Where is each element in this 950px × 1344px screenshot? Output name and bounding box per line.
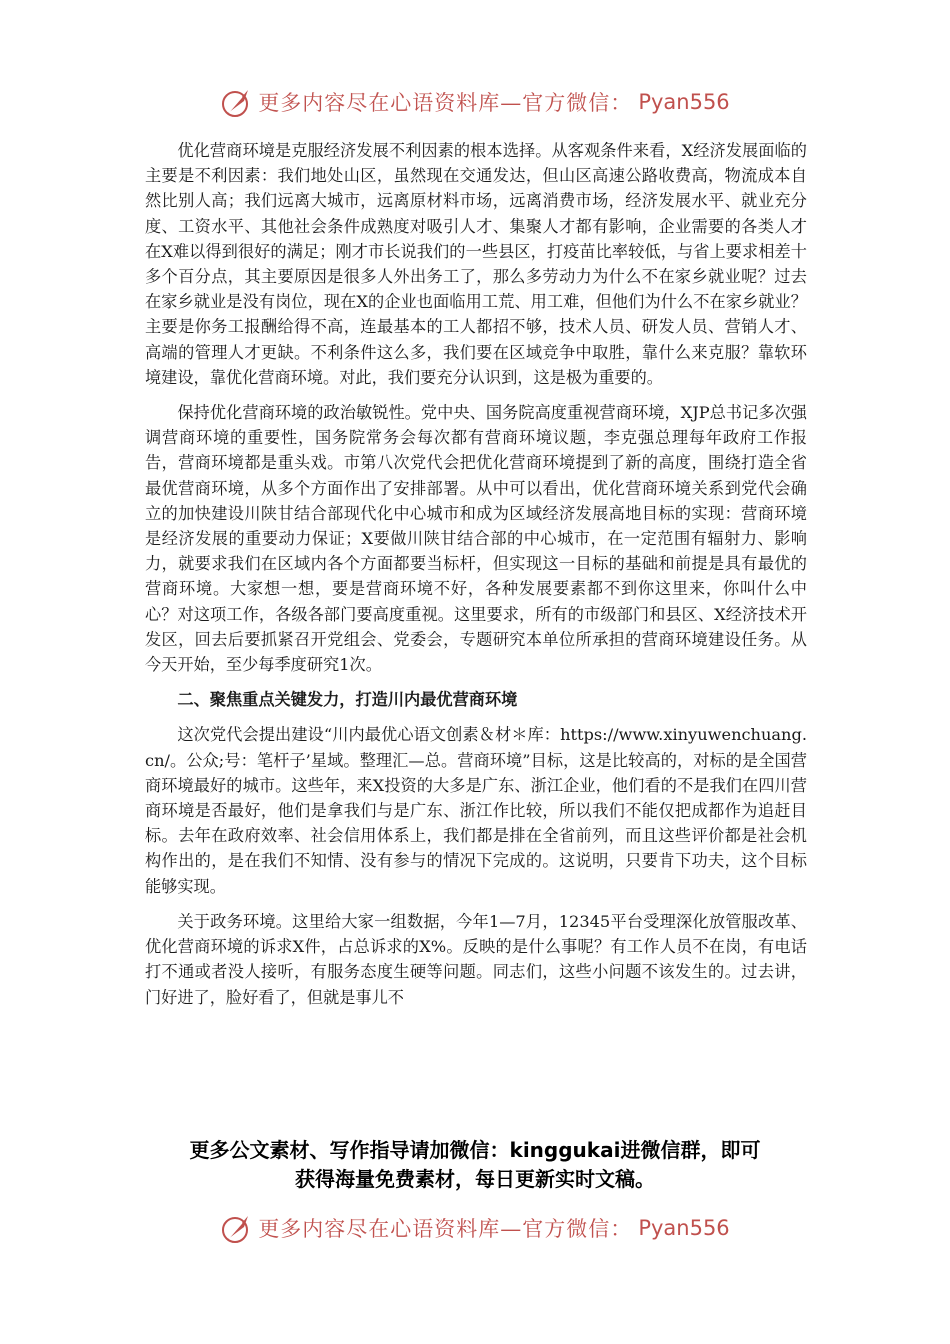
section-heading: 二、聚焦重点关键发力，打造川内最优营商环境 xyxy=(177,690,518,710)
banner-text: 更多内容尽在心语资料库—官方微信： xyxy=(258,91,633,115)
paragraph-4: 关于政务环境。这里给大家一组数据，今年1—7月，12345平台受理深化放管服改革、优化营商环境的诉求X件，占总诉求的X%。反映的是什么事呢？有工作人员不在岗，有电话打不通或者没人接听，有服务态度生硬等问题。同志们，这些小问题不该发生的。过去讲，门好进了，脸好看了，但就是事儿不 xyxy=(145,911,807,1007)
paragraph-1: 优化营商环境是克服经济发展不利因素的根本选择。从客观条件来看，X经济发展面临的主要是不利因素：我们地处山区，虽然现在交通发达，但山区高速公路收费高，物流成本自然比别人高；我们远离大城市，远离原材料市场，远离消费市场，经济发展水平、就业充分度、工资水平、其他社会条件成熟度对吸引人才、集聚人才都有影响，企业需要的各类人才在X难以得到很好的满足；刚才市长说我们的一些县区，打疫苗比率较低，与省上要求相差十多个百分点，其主要原因是很多人外出务工了，那么多劳动力为什么不在家乡就业呢？过去在家乡就业是没有岗位，现在X的企业也面临用工荒、用工难，但他们为什么不在家乡就业？主要是你务工报酬给得不高，连最基本的工人都招不够，技术人员、研发人员、营销人才、高端的管理人才更缺。不利条件这么多，我们要在区域竞争中取胜，靠什么来克服？靠软环境建设，靠优化营商环境。对此，我们要充分认识到，这是极为重要的。 xyxy=(145,141,807,387)
banner-wechat-id: Pyan556 xyxy=(638,1216,730,1240)
quill-logo-icon xyxy=(220,85,254,119)
promo-line-1: 更多公文素材、写作指导请加微信：kinggukai进微信群，即可 xyxy=(189,1138,761,1162)
header-banner xyxy=(0,82,950,122)
promo-line-2: 获得海量免费素材，每日更新实时文稿。 xyxy=(295,1167,655,1191)
banner-text: 更多内容尽在心语资料库—官方微信： xyxy=(258,1217,633,1241)
paragraph-2: 保持优化营商环境的政治敏锐性。党中央、国务院高度重视营商环境，XJP总书记多次强调营商环境的重要性，国务院常务会每次都有营商环境议题，李克强总理每年政府工作报告，营商环境都是重头戏。市第八次党代会把优化营商环境提到了新的高度，围绕打造全省最优营商环境，从多个方面作出了安排部署。从中可以看出，优化营商环境关系到党代会确立的加快建设川陕甘结合部现代化中心城市和成为区域经济发展高地目标的实现：营商环境是经济发展的重要动力保证；X要做川陕甘结合部的中心城市，在一定范围有辐射力、影响力，就要求我们在区域内各个方面都要当标杆，但实现这一目标的基础和前提是具有最优的营商环境。大家想一想，要是营商环境不好，各种发展要素都不到你这里来，你叫什么中心？对这项工作，各级各部门要高度重视。这里要求，所有的市级部门和县区、X经济技术开发区，回去后要抓紧召开党组会、党委会，专题研究本单位所承担的营商环境建设任务。从今天开始，至少每季度研究1次。 xyxy=(145,403,807,675)
paragraph-3: 这次党代会提出建设“川内最优心语文创素＆材＊库：https://www.xinyuwenchuang.cn/。公众;号：笔杆子’星域。整理汇—总。营商环境”目标，这是比较高的，对标的是全国营商环境最好的城市。这些年，来X投资的大多是广东、浙江企业，他们看的不是我们在四川营商环境是否最好，他们是拿我们与是广东、浙江作比较，所以我们不能仅把成都作为追赶目标。去年在政府效率、社会信用体系上，我们都是排在全省前列，而且这些评价都是社会机构作出的，是在我们不知情、没有参与的情况下完成的。这说明，只要肯下功夫，这个目标能够实现。 xyxy=(145,725,807,896)
footer-banner xyxy=(0,1208,950,1248)
banner-wechat-id: Pyan556 xyxy=(638,90,730,114)
document-body xyxy=(145,138,807,1020)
promo-notice xyxy=(0,1136,950,1194)
quill-logo-icon xyxy=(220,1211,254,1245)
